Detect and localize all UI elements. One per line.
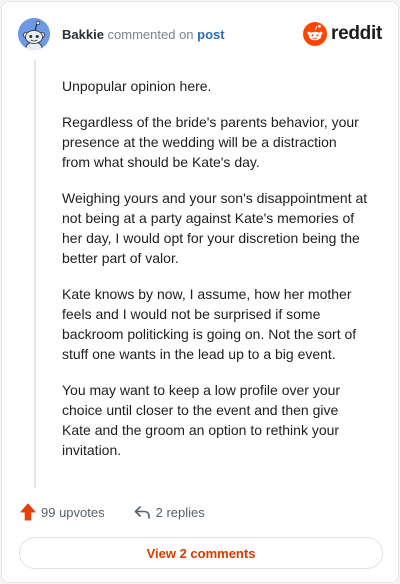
comment-card bbox=[1, 1, 399, 583]
action-text: commented on bbox=[107, 27, 194, 42]
comment-meta bbox=[62, 27, 225, 43]
upvote-arrow-icon bbox=[20, 503, 36, 521]
comment-paragraph: Regardless of the bride's parents behavior, your presence at the wedding will be a distraction from what should be Kate's day. bbox=[62, 114, 359, 170]
thread-line bbox=[34, 60, 36, 488]
comment-paragraph: You may want to keep a low profile over your choice until closer to the event and then give Kate and the groom an option to rethink your invitation. bbox=[62, 382, 341, 458]
comment-body bbox=[62, 76, 368, 476]
comment-paragraph: Unpopular opinion here. bbox=[62, 78, 212, 94]
reply-arrow-icon bbox=[133, 504, 151, 520]
comment-header bbox=[18, 18, 382, 50]
replies-button[interactable] bbox=[133, 504, 205, 520]
author-name[interactable]: Bakkie bbox=[62, 27, 104, 42]
comment-actions bbox=[20, 501, 205, 523]
brand-wordmark: reddit bbox=[331, 23, 382, 44]
view-comments-button[interactable]: View 2 comments bbox=[19, 537, 383, 569]
comment-paragraph: Kate knows by now, I assume, how her mother feels and I would not be surprised if some backroom politicking is going on. Not the sort of stuff one wants in the lead up to a big event. bbox=[62, 286, 357, 362]
upvote-count: 99 upvotes bbox=[41, 504, 105, 520]
comment-paragraph: Weighing yours and your son's disappointment at not being at a party against Kate's memories of her day, I would opt for your discretion being the better part of valor. bbox=[62, 190, 368, 266]
upvote-button[interactable] bbox=[20, 503, 105, 521]
snoo-avatar-icon[interactable] bbox=[18, 18, 50, 50]
reddit-logo-icon bbox=[303, 22, 327, 46]
reddit-brand[interactable] bbox=[303, 22, 382, 46]
reply-count: 2 replies bbox=[155, 504, 205, 520]
post-link[interactable]: post bbox=[197, 27, 225, 42]
